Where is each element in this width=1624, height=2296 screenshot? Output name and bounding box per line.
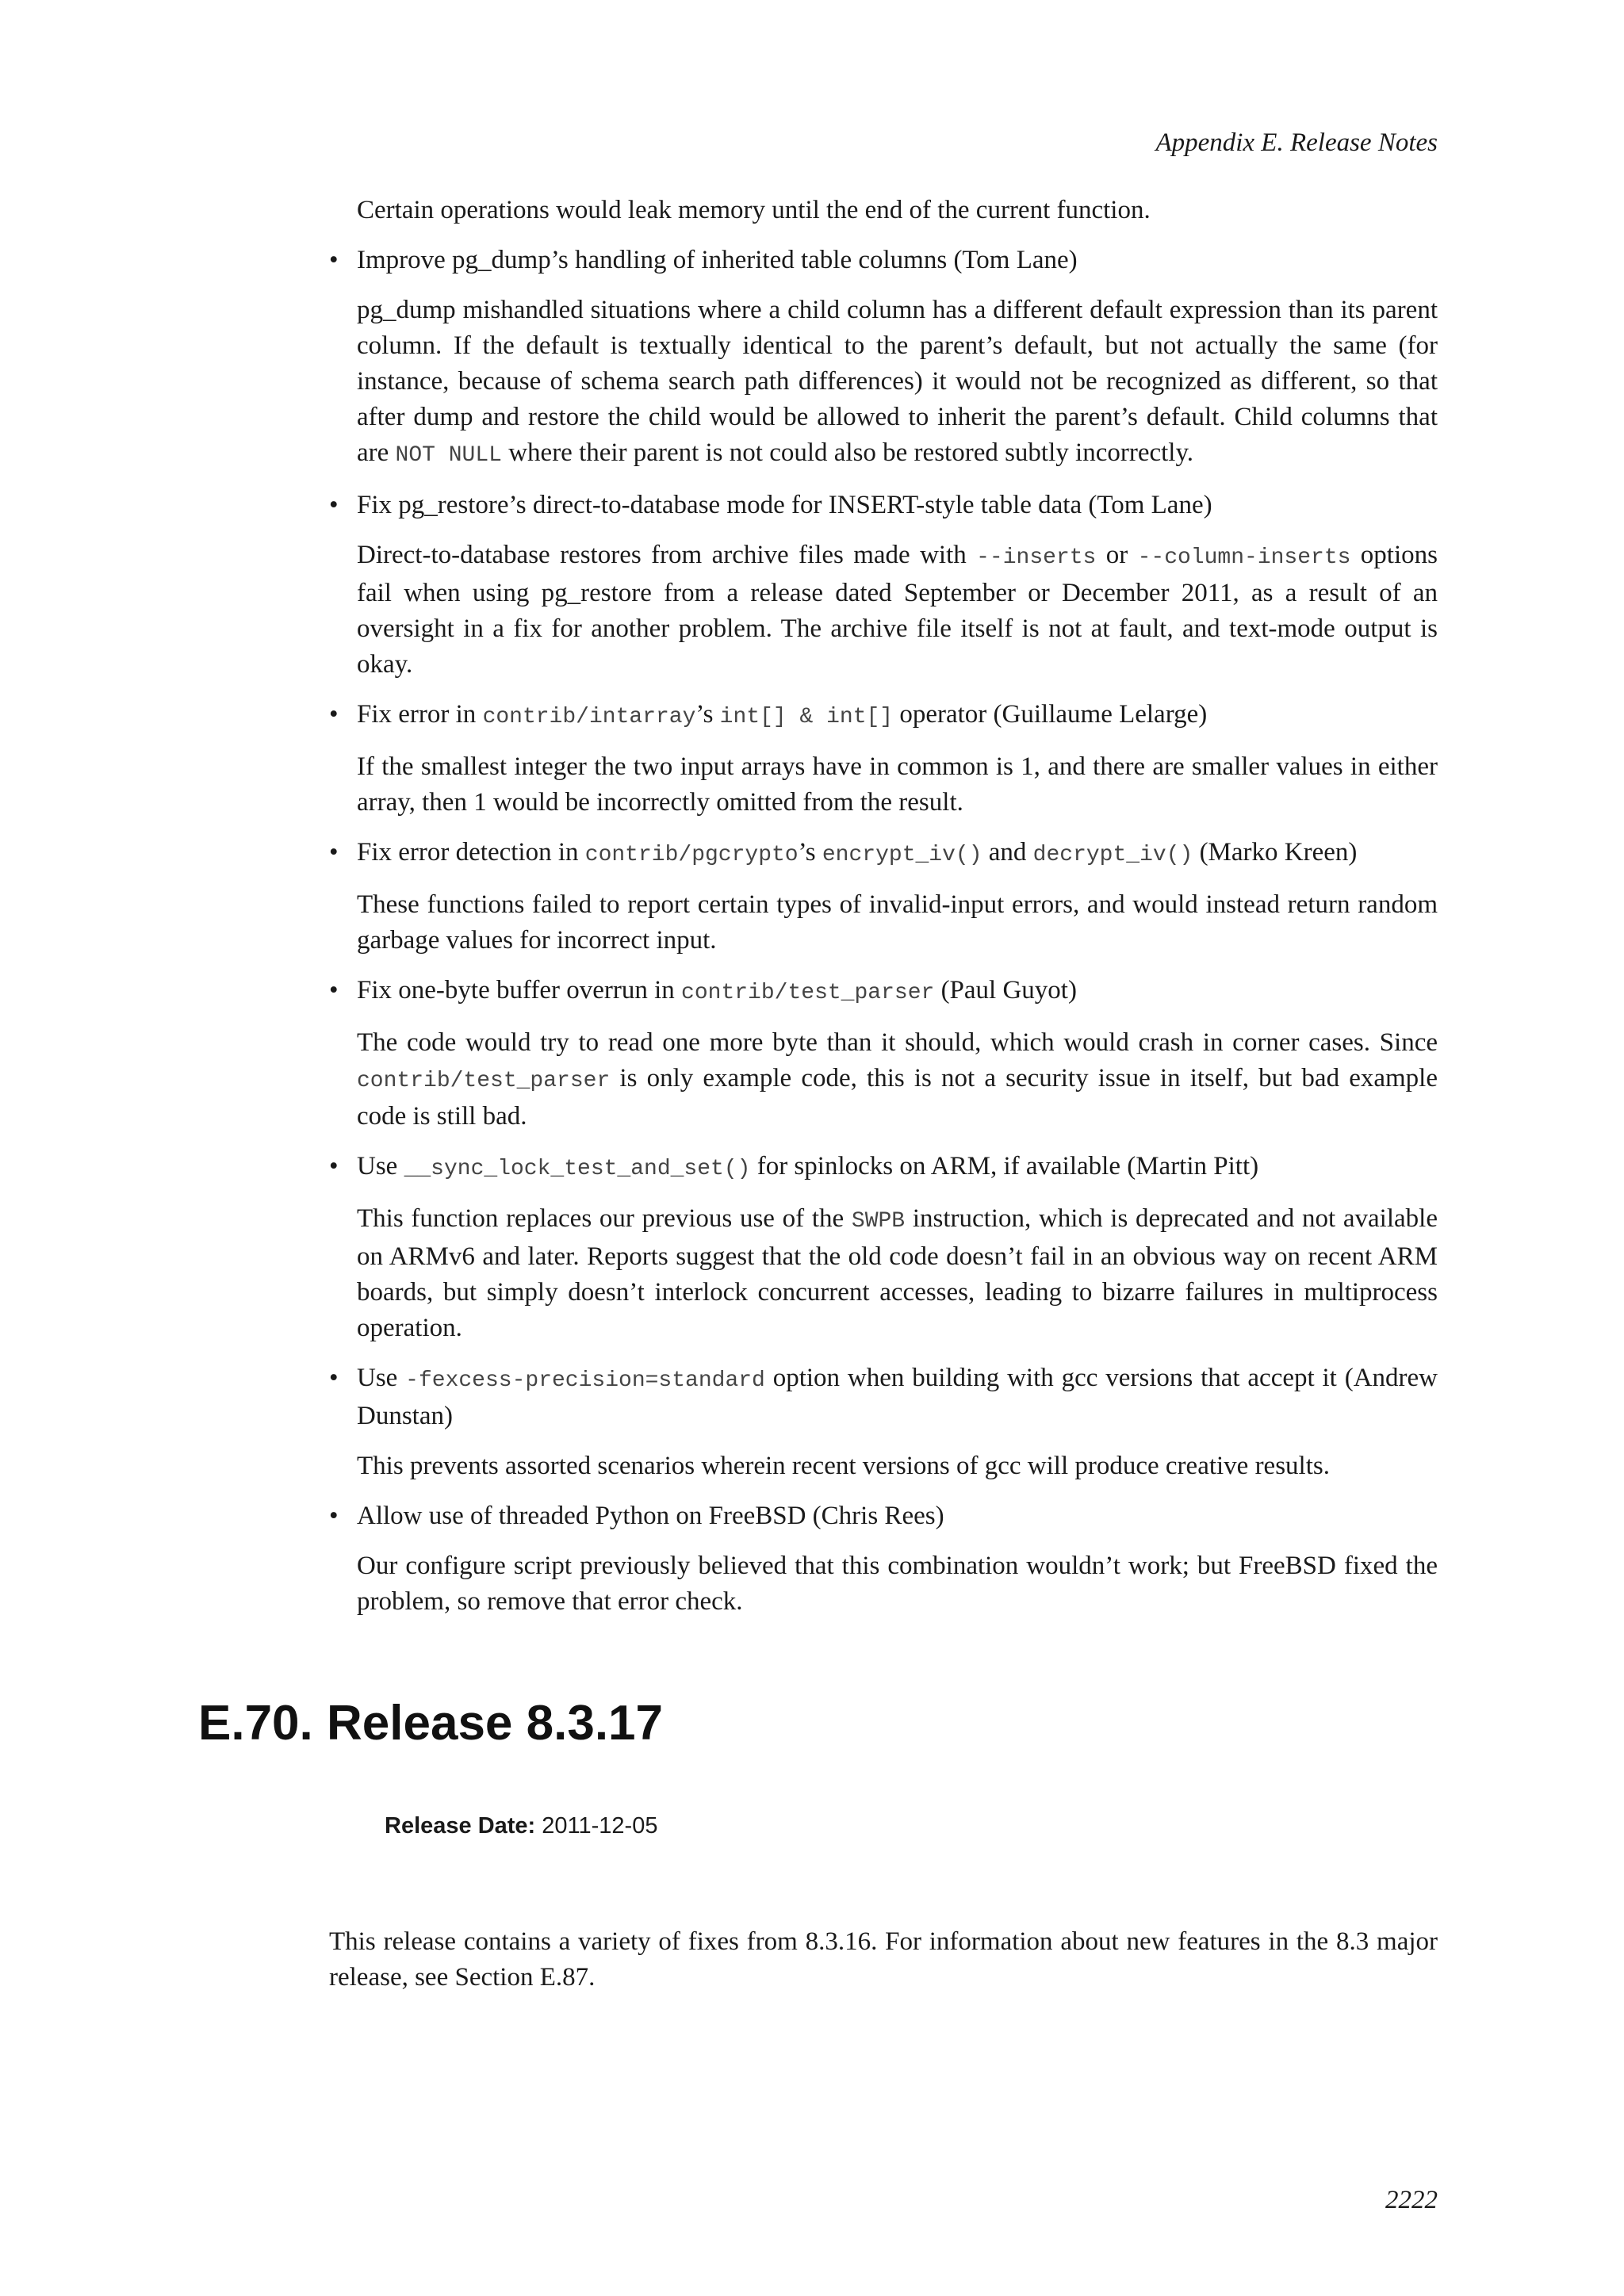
item-title: Fix pg_restore’s direct-to-database mode for INSERT-style table data (Tom Lane) — [357, 491, 1212, 519]
item-description: Our configure script previously believed that this combination wouldn’t work; but FreeBSD fixed the problem, so remove that error check. — [357, 1552, 1438, 1616]
bullet-icon: • — [329, 491, 339, 519]
item-description: Direct-to-database restores from archive files made with --inserts or --column-inserts options fail when using pg_restore from a release dated September or December 2011, as a result of an oversight in a fix for another problem. The archive file itself is not at fault, and text-mode output is okay. — [357, 541, 1438, 679]
inline-code: contrib/pgcrypto — [584, 843, 799, 867]
item-title: Improve pg_dump’s handling of inherited table columns (Tom Lane) — [357, 246, 1078, 274]
item-description: pg_dump mishandled situations where a child column has a different default expression than its parent column. If the default is textually identical to the parent’s default, but not actually the same (for instance, because of schema search path differences) it would not be recognized as different, so that after dump and restore the child would be allowed to inherit the parent’s default. Child columns that are NOT NULL where their parent is not could also be restored subtly incorrectly. — [357, 296, 1438, 468]
item-description: This prevents assorted scenarios wherein recent versions of gcc will produce creative results. — [357, 1452, 1330, 1480]
page-number: 2222 — [1385, 2186, 1438, 2214]
inline-code: int[] & int[] — [719, 705, 894, 729]
running-header: Appendix E. Release Notes — [1155, 128, 1438, 157]
list-item — [198, 1498, 1438, 1620]
item-title: Fix error detection in contrib/pgcrypto’s encrypt_iv() and decrypt_iv() (Marko Kreen) — [357, 838, 1358, 867]
item-description: This function replaces our previous use of the SWPB instruction, which is deprecated and not available on ARMv6 and later. Reports suggest that the old code doesn’t fail in an obvious way on recent ARM boards, but simply doesn’t interlock concurrent accesses, leading to bizarre failures in multiprocess operation. — [357, 1204, 1438, 1342]
release-date-value: 2011-12-05 — [542, 1813, 658, 1839]
list-item — [198, 243, 1438, 473]
item-title: Fix error in contrib/intarray’s int[] & int[] operator (Guillaume Lelarge) — [357, 700, 1208, 729]
item-description: These functions failed to report certain types of invalid-input errors, and would instead return random garbage values for incorrect input. — [357, 890, 1438, 955]
section-intro: This release contains a variety of fixes from 8.3.16. For information about new features in the 8.3 major release, see Section E.87. — [329, 1927, 1438, 1992]
inline-code: contrib/test_parser — [681, 981, 935, 1005]
item-description: The code would try to read one more byte than it should, which would crash in corner cases. Since contrib/test_parser is only example code, this is not a security issue in itself, but bad example code is still bad. — [357, 1028, 1438, 1131]
item-description: If the smallest integer the two input arrays have in common is 1, and there are smaller values in either array, then 1 would be incorrectly omitted from the result. — [357, 752, 1438, 817]
bullet-icon: • — [329, 700, 339, 729]
inline-code: -fexcess-precision=standard — [405, 1368, 765, 1393]
item-title: Use -fexcess-precision=standard option when building with gcc versions that accept it (Andrew Dunstan) — [357, 1364, 1438, 1430]
release-notes-body — [198, 193, 1438, 1634]
first-paragraph: Certain operations would leak memory until the end of the current function. — [357, 196, 1151, 224]
section-heading: E.70. Release 8.3.17 — [198, 1696, 664, 1751]
inline-code: decrypt_iv() — [1032, 843, 1193, 867]
inline-code: encrypt_iv() — [822, 843, 982, 867]
item-title: Fix one-byte buffer overrun in contrib/test_parser (Paul Guyot) — [357, 976, 1077, 1005]
bullet-icon: • — [329, 1502, 339, 1530]
bullet-icon: • — [329, 976, 339, 1004]
inline-code: contrib/test_parser — [357, 1069, 611, 1093]
bullet-icon: • — [329, 1152, 339, 1181]
item-title: Use __sync_lock_test_and_set() for spinlocks on ARM, if available (Martin Pitt) — [357, 1152, 1259, 1181]
bullet-icon: • — [329, 246, 339, 274]
inline-code: --inserts — [976, 545, 1097, 570]
bullet-icon: • — [329, 838, 339, 867]
list-item — [198, 835, 1438, 959]
bullet-icon: • — [329, 1364, 339, 1392]
inline-code: NOT NULL — [395, 443, 502, 468]
item-title: Allow use of threaded Python on FreeBSD (Chris Rees) — [357, 1502, 944, 1530]
list-item — [198, 973, 1438, 1135]
list-item — [198, 1149, 1438, 1346]
inline-code: SWPB — [851, 1209, 906, 1234]
list-item — [198, 1360, 1438, 1484]
inline-code: contrib/intarray — [482, 705, 696, 729]
list-item — [198, 697, 1438, 821]
release-date — [385, 1812, 657, 1840]
inline-code: --column-inserts — [1137, 545, 1351, 570]
release-date-label: Release Date: — [385, 1813, 536, 1839]
list-item — [198, 488, 1438, 683]
inline-code: __sync_lock_test_and_set() — [404, 1157, 751, 1181]
